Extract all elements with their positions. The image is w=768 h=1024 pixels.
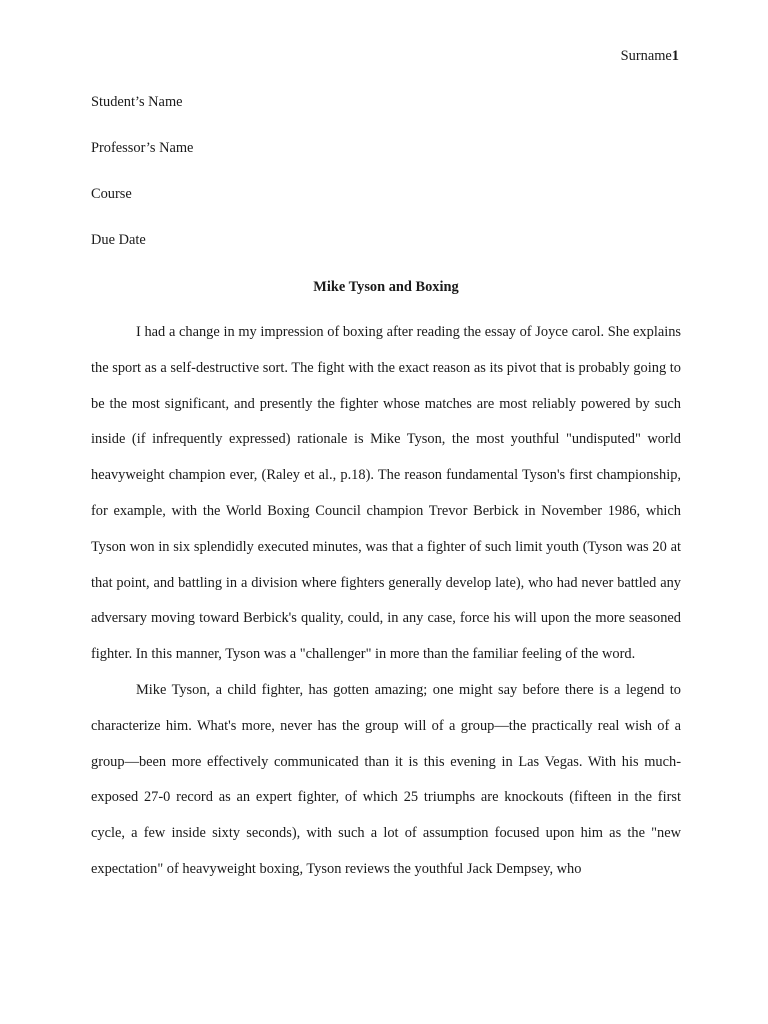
due-date: Due Date — [91, 232, 146, 248]
essay-body — [91, 315, 681, 888]
page-number: 1 — [671, 48, 679, 64]
professor-name: Professor’s Name — [91, 140, 194, 156]
essay-title: Mike Tyson and Boxing — [313, 279, 459, 295]
course-name: Course — [91, 186, 132, 202]
paragraph-2: Mike Tyson, a child fighter, has gotten amazing; one might say before there is a legend to characterize him. What's more, never has the group will of a group—the practically real wish of a group—been more effectively communicated than it is this evening in Las Vegas. With his much-exposed 27-0 record as an expert fighter, of which 25 triumphs are knockouts (fifteen in the first cycle, a few inside sixty seconds), with such a lot of assumption focused upon him as the "new expectation" of heavyweight boxing, Tyson reviews the youthful Jack Dempsey, who — [91, 681, 681, 877]
header-surname: Surname — [620, 48, 672, 64]
running-header — [621, 47, 679, 65]
paragraph-1: I had a change in my impression of boxing after reading the essay of Joyce carol. She explains the sport as a self-destructive sort. The fight with the exact reason as its pivot that is probably going to be the most significant, and presently the fighter whose matches are most reliably powered by such inside (if infrequently expressed) rationale is Mike Tyson, the most youthful "undisputed" world heavyweight champion ever, (Raley et al., p.18). The reason fundamental Tyson's first championship, for example, with the World Boxing Council champion Trevor Berbick in November 1986, which Tyson won in six splendidly executed minutes, was that a fighter of such limit youth (Tyson was 20 at that point, and battling in a division where fighters generally develop late), who had never battled any adversary moving toward Berbick's quality, could, in any case, force his will upon the more seasoned fighter. In this manner, Tyson was a "challenger" in more than the familiar feeling of the word. — [91, 324, 681, 663]
heading-block — [91, 93, 681, 277]
student-name: Student’s Name — [91, 94, 183, 110]
